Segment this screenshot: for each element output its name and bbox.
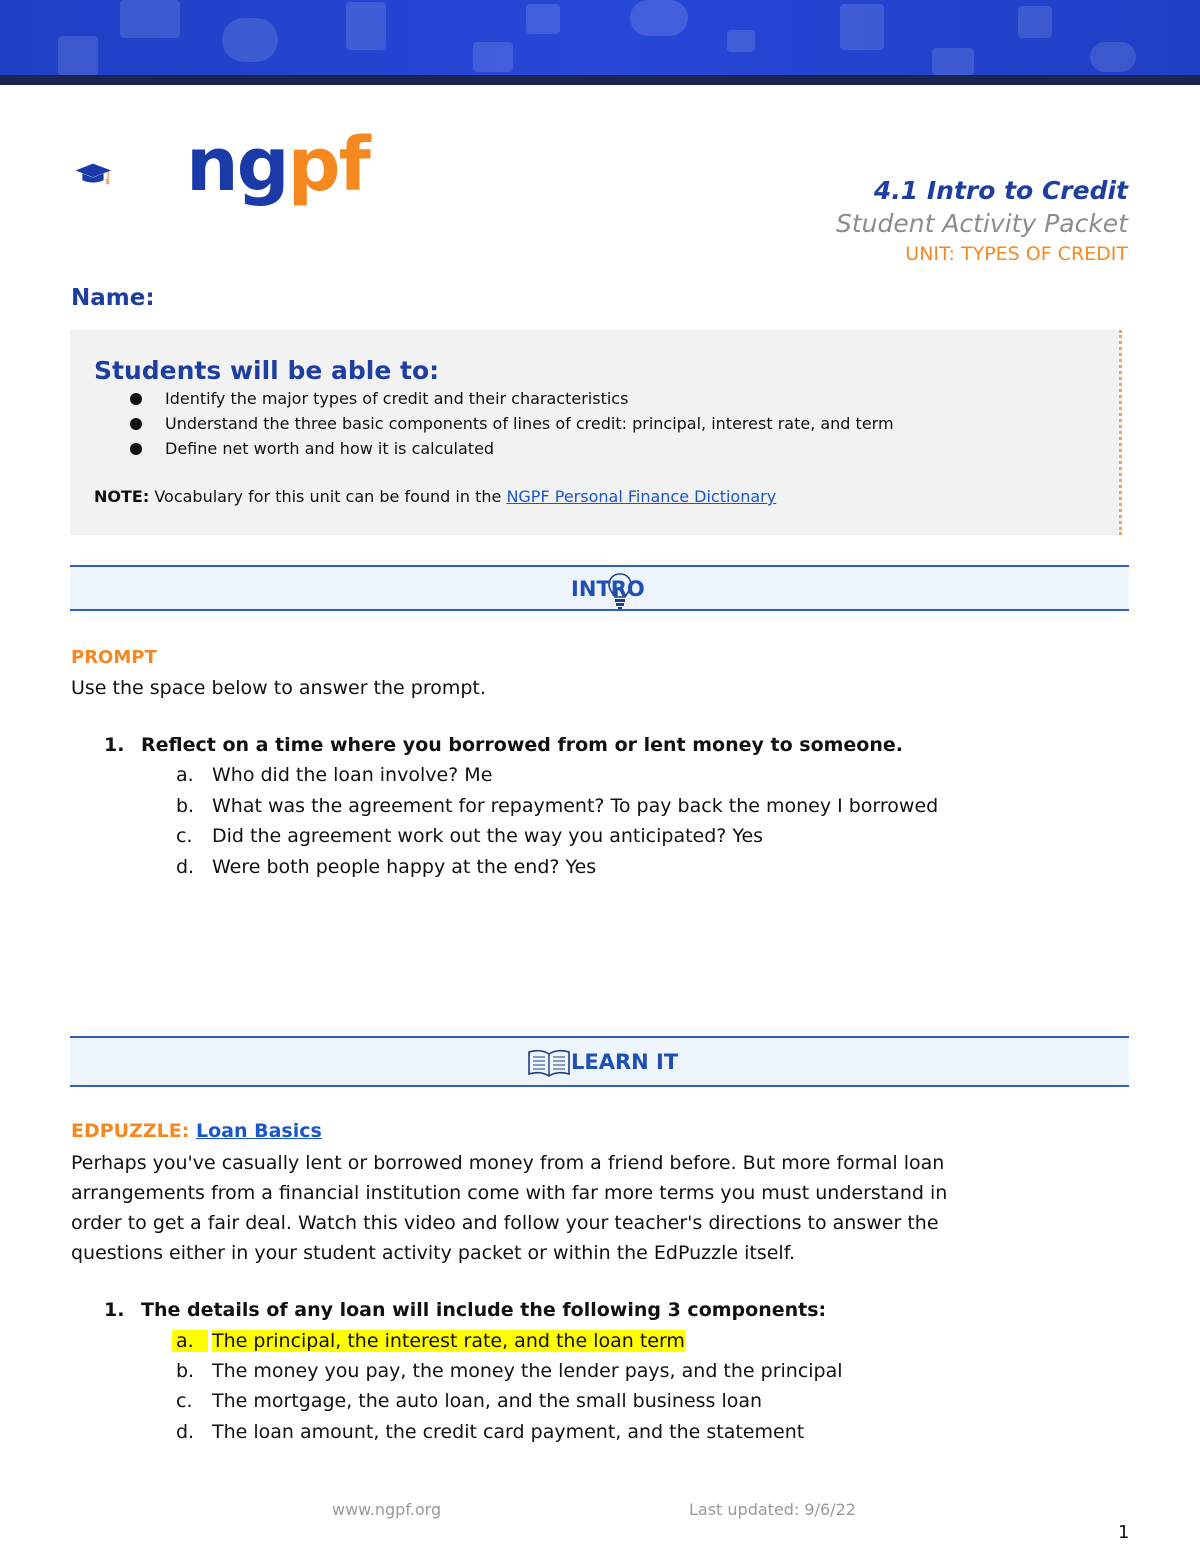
sub-item-letter: c. bbox=[176, 825, 193, 847]
edpuzzle-heading bbox=[71, 1120, 322, 1142]
loan-basics-link[interactable]: Loan Basics bbox=[195, 1120, 322, 1142]
open-book-icon bbox=[527, 1048, 571, 1078]
sub-item-text[interactable]: Did the agreement work out the way you anticipated? Yes bbox=[212, 825, 764, 847]
bullet-icon bbox=[130, 393, 142, 405]
note-text: Vocabulary for this unit can be found in the bbox=[154, 487, 502, 506]
paragraph-line: Perhaps you've casually lent or borrowed money from a friend before. But more formal loan bbox=[71, 1152, 945, 1174]
learn-it-section-bar bbox=[70, 1036, 1129, 1087]
objective-item: Identify the major types of credit and their characteristics bbox=[130, 386, 894, 411]
svg-text:$: $ bbox=[105, 178, 110, 187]
objectives-list bbox=[130, 386, 894, 461]
sub-item-letter: d. bbox=[176, 856, 195, 878]
answer-option[interactable]: The money you pay, the money the lender pays, and the principal bbox=[212, 1360, 843, 1382]
page-number: 1 bbox=[1118, 1522, 1130, 1543]
paragraph-line: arrangements from a financial institution come with far more terms you must understand in bbox=[71, 1182, 948, 1204]
answer-option-selected[interactable]: The principal, the interest rate, and the loan term bbox=[212, 1330, 685, 1352]
prompt-instruction: Use the space below to answer the prompt. bbox=[71, 677, 486, 699]
bullet-icon bbox=[130, 443, 142, 455]
note-label: NOTE: bbox=[94, 487, 150, 506]
sub-item-letter: a. bbox=[176, 764, 194, 786]
bullet-icon bbox=[130, 418, 142, 430]
document-title: 4.1 Intro to Credit bbox=[873, 176, 1128, 205]
header-banner bbox=[0, 0, 1200, 75]
unit-label: UNIT: TYPES OF CREDIT bbox=[905, 243, 1128, 265]
header-rule bbox=[0, 75, 1200, 85]
option-letter: b. bbox=[176, 1360, 195, 1382]
edpuzzle-prefix: EDPUZZLE: bbox=[71, 1120, 190, 1142]
objective-item: Understand the three basic components of lines of credit: principal, interest rate, and term bbox=[130, 411, 894, 436]
answer-option[interactable]: The loan amount, the credit card payment, and the statement bbox=[212, 1421, 805, 1443]
question-number: 1. bbox=[104, 734, 125, 756]
paragraph-line: questions either in your student activity packet or within the EdPuzzle itself. bbox=[71, 1242, 796, 1264]
ngpf-logo: ngpf bbox=[186, 122, 369, 208]
sub-item-text[interactable]: Who did the loan involve? Me bbox=[212, 764, 493, 786]
dictionary-link[interactable]: NGPF Personal Finance Dictionary bbox=[506, 487, 777, 506]
sub-item-text[interactable]: Were both people happy at the end? Yes bbox=[212, 856, 597, 878]
prompt-heading: PROMPT bbox=[71, 647, 157, 668]
footer-last-updated: Last updated: 9/6/22 bbox=[689, 1500, 856, 1519]
paragraph-line: order to get a fair deal. Watch this video and follow your teacher's directions to answer the bbox=[71, 1212, 939, 1234]
intro-section-bar bbox=[70, 565, 1129, 611]
option-letter: d. bbox=[176, 1421, 195, 1443]
sub-item-text[interactable]: What was the agreement for repayment? To pay back the money I borrowed bbox=[212, 795, 939, 817]
sub-item-letter: b. bbox=[176, 795, 195, 817]
graduation-cap-logo-icon bbox=[74, 135, 184, 215]
vocabulary-note bbox=[94, 487, 776, 506]
document-subtitle: Student Activity Packet bbox=[835, 209, 1128, 238]
objective-item: Define net worth and how it is calculated bbox=[130, 436, 894, 461]
option-letter: c. bbox=[176, 1390, 193, 1412]
reflection-question: Reflect on a time where you borrowed from or lent money to someone. bbox=[141, 734, 903, 756]
intro-label: INTRO bbox=[571, 577, 645, 601]
footer-website: www.ngpf.org bbox=[332, 1500, 442, 1519]
option-letter: a. bbox=[172, 1330, 208, 1352]
question-number: 1. bbox=[104, 1299, 125, 1321]
loan-components-question: The details of any loan will include the following 3 components: bbox=[141, 1299, 827, 1321]
objectives-heading: Students will be able to: bbox=[94, 356, 440, 385]
learn-it-label: LEARN IT bbox=[571, 1050, 679, 1074]
objectives-box bbox=[70, 330, 1122, 535]
answer-option[interactable]: The mortgage, the auto loan, and the small business loan bbox=[212, 1390, 763, 1412]
name-field-label: Name: bbox=[71, 285, 155, 311]
